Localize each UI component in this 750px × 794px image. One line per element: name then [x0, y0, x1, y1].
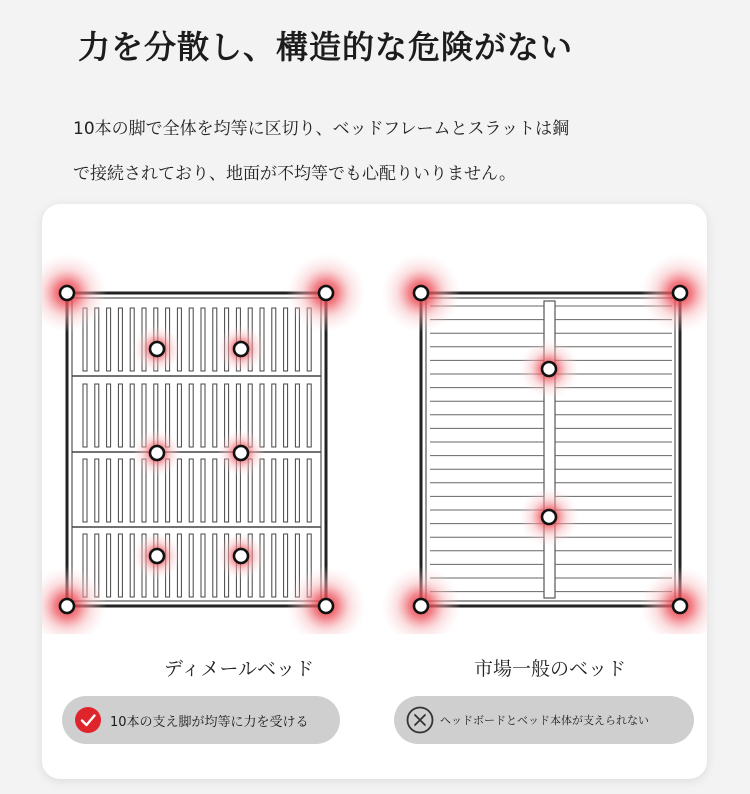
left-caption: ディメールベッド: [163, 658, 315, 680]
left-bed-frame: [67, 293, 326, 606]
support-point: [381, 566, 461, 634]
slat: [189, 459, 193, 522]
slat: [284, 308, 288, 371]
support-point: [519, 487, 579, 547]
slat: [83, 459, 87, 522]
slat: [118, 308, 122, 371]
support-point: [217, 429, 265, 477]
description-line-2: で接続されており、地面が不均等でも心配りいりません。: [73, 164, 517, 184]
slat: [177, 384, 181, 447]
description-line-1: 10本の脚で全体を均等に区切り、ベッドフレームとスラットは鋼: [73, 119, 570, 139]
x-circle-icon: [406, 706, 434, 734]
support-point: [640, 566, 707, 634]
slat: [272, 308, 276, 371]
slat: [107, 534, 111, 597]
right-feature-badge: [394, 696, 694, 744]
right-badge-text: ヘッドボードとベッド本体が支えられない: [440, 714, 649, 727]
slat: [107, 384, 111, 447]
support-point: [133, 325, 181, 373]
left-badge-text: 10本の支え脚が均等に力を受ける: [110, 714, 309, 730]
check-circle-icon: [74, 706, 102, 734]
slat: [284, 534, 288, 597]
slat: [189, 534, 193, 597]
page-heading: 力を分散し、構造的な危険がない: [78, 28, 574, 66]
slat: [118, 459, 122, 522]
slat: [260, 384, 264, 447]
slat: [95, 459, 99, 522]
slat: [213, 459, 217, 522]
slat: [130, 534, 134, 597]
slat: [213, 308, 217, 371]
slat: [189, 384, 193, 447]
right-caption: 市場一般のベッド: [473, 658, 626, 680]
slat: [272, 384, 276, 447]
slat: [201, 384, 205, 447]
slat: [272, 459, 276, 522]
support-point: [519, 339, 579, 399]
comparison-card: [42, 204, 707, 779]
comparison-diagram: [42, 204, 707, 634]
slat: [213, 384, 217, 447]
slat: [284, 459, 288, 522]
slat: [307, 459, 311, 522]
slat: [130, 459, 134, 522]
slat: [295, 459, 299, 522]
slat: [189, 308, 193, 371]
slat: [107, 459, 111, 522]
slat: [118, 534, 122, 597]
slat: [107, 308, 111, 371]
slat: [95, 384, 99, 447]
support-point: [217, 532, 265, 580]
slat: [201, 308, 205, 371]
support-point: [286, 253, 366, 333]
slat: [260, 459, 264, 522]
slat: [272, 534, 276, 597]
slat: [295, 384, 299, 447]
left-feature-badge: [62, 696, 340, 744]
support-point: [640, 253, 707, 333]
slat: [130, 308, 134, 371]
slat: [177, 459, 181, 522]
slat: [201, 534, 205, 597]
slat: [307, 384, 311, 447]
support-point: [133, 429, 181, 477]
slat: [213, 534, 217, 597]
slat: [83, 384, 87, 447]
slat: [130, 384, 134, 447]
support-point: [217, 325, 265, 373]
slat: [284, 384, 288, 447]
slat: [118, 384, 122, 447]
support-point: [381, 253, 461, 333]
slat: [201, 459, 205, 522]
support-point: [133, 532, 181, 580]
